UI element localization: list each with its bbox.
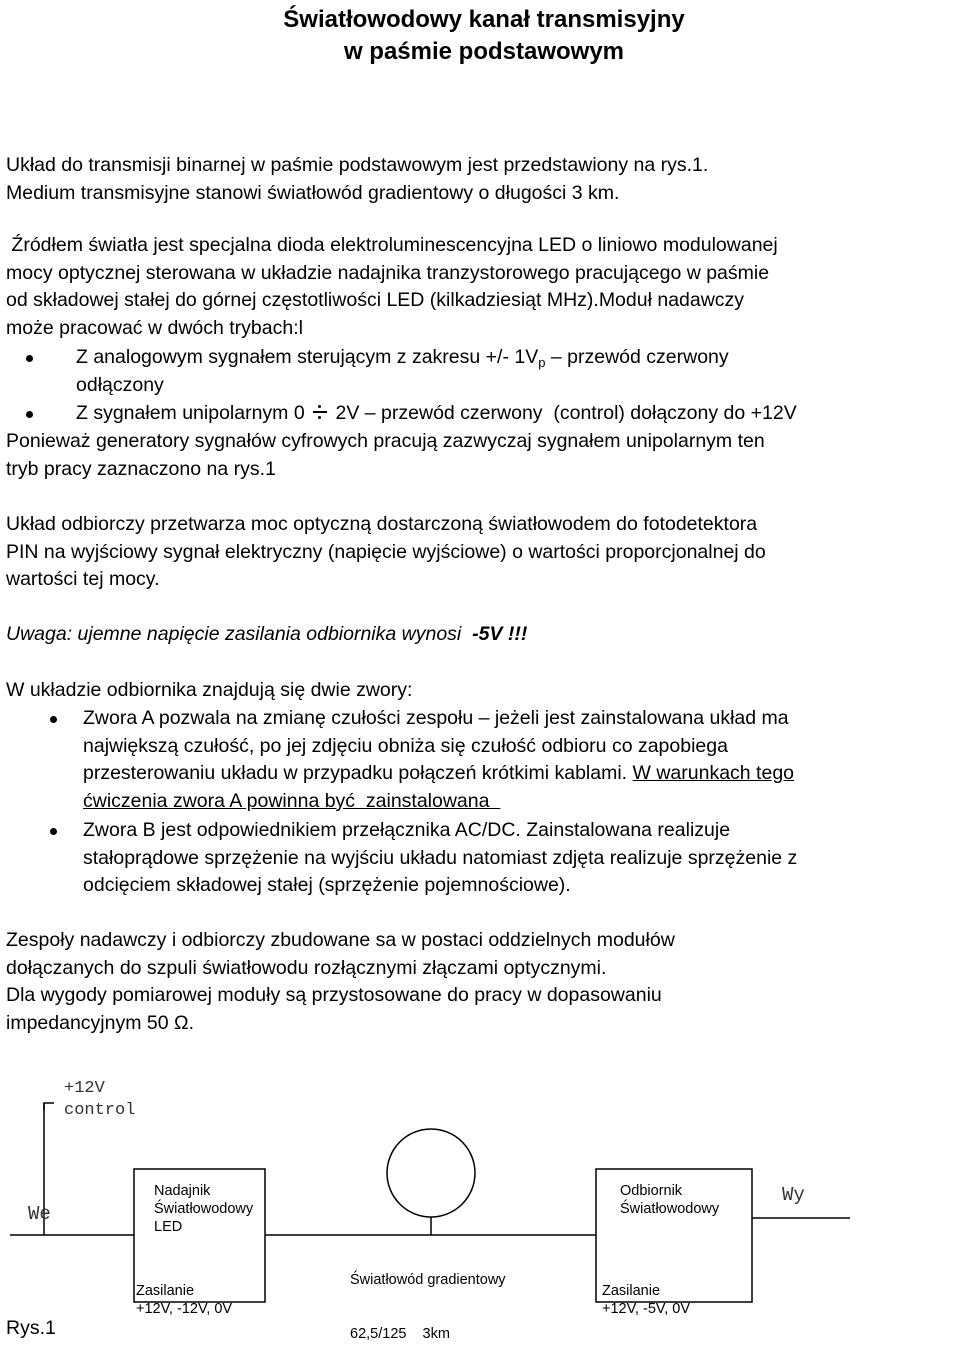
modules-line: Zespoły nadawczy i odbiorczy zbudowane sa w postaci oddzielnych modułów: [6, 929, 675, 951]
input-label: We: [28, 1203, 51, 1225]
jumper-a-underlined: ćwiczenia zwora A powinna być zainstalowana: [83, 789, 501, 812]
because-line: tryb pracy zaznaczono na rys.1: [6, 457, 276, 480]
division-sign-icon: [310, 403, 330, 421]
transmitter-power-label: [136, 1282, 232, 1318]
control-label-line: control: [64, 1101, 136, 1120]
jumper-a-line: Zwora A pozwala na zmianę czułości zespołu – jeżeli jest zainstalowana układ ma: [83, 707, 789, 729]
control-wire: [44, 1103, 54, 1111]
title-line-2: w paśmie podstawowym: [343, 38, 625, 65]
mode-analog-text: Z analogowym sygnałem sterującym z zakresu +/- 1V: [76, 346, 539, 368]
modules-line: Dla wygody pomiarowej moduły są przystosowane do pracy w dopasowaniu: [6, 984, 662, 1006]
source-line: Źródłem światła jest specjalna dioda elektroluminescencyjna LED o liniowo modulowanej: [6, 234, 778, 256]
transmitter-label: [154, 1182, 253, 1236]
warning-text: Uwaga: ujemne napięcie zasilania odbiornika wynosi: [6, 623, 473, 645]
receiver-label-line: Odbiornik: [620, 1183, 683, 1199]
output-label: Wy: [782, 1184, 805, 1206]
bullet-icon: [26, 355, 33, 362]
receiver-line: wartości tej mocy.: [6, 568, 160, 590]
figure-caption: Rys.1: [6, 1317, 56, 1339]
receiver-paragraph: [6, 511, 956, 594]
mode-analog-text-end: – przewód czerwony: [545, 346, 729, 368]
warning-bold-value: -5V !!!: [472, 623, 528, 645]
modules-line: dołączanych do szpuli światłowodu rozłącznymi złączami optycznymi.: [6, 956, 607, 979]
jumper-a-line: największą czułość, po jej zdjęciu obniża się czułość odbioru co zapobiega: [83, 734, 728, 757]
power-label-line: +12V, -12V, 0V: [136, 1301, 233, 1317]
jumper-b-line: odcięciem składowej stałej (sprzężenie pojemnościowe).: [83, 874, 571, 896]
because-paragraph: [6, 428, 956, 483]
transmitter-label-line: Nadajnik: [154, 1183, 211, 1199]
receiver-line: Układ odbiorczy przetwarza moc optyczną dostarczoną światłowodem do fotodetektora: [6, 513, 758, 535]
mode-digital-text: Z sygnałem unipolarnym 0: [76, 402, 311, 424]
page-title: [0, 4, 960, 68]
transmitter-label-line: LED: [154, 1219, 183, 1235]
transmitter-label-line: Światłowodowy: [154, 1201, 254, 1217]
modules-paragraph: [6, 927, 956, 1037]
jumper-a-underlined: W warunkach tego: [632, 762, 795, 784]
because-line: Ponieważ generatory sygnałów cyfrowych pracują zazwyczaj sygnałem unipolarnym ten: [6, 430, 765, 452]
source-line: może pracować w dwóch trybach:l: [6, 316, 303, 339]
warning-note: [6, 621, 956, 649]
jumper-a-line: przesterowaniu układu w przypadku połączeń krótkimi kablami.: [83, 762, 633, 784]
jumper-a-item: [83, 705, 958, 815]
source-line: mocy optycznej sterowana w układzie nadajnika tranzystorowego pracującego w paśmie: [6, 261, 770, 284]
mode-digital-item: [76, 400, 956, 428]
control-label-line: +12V: [64, 1079, 105, 1098]
intro-line: Układ do transmisji binarnej w paśmie podstawowym jest przedstawiony na rys.1.: [6, 154, 709, 176]
receiver-power-label: [602, 1282, 690, 1318]
source-line: od składowej stałej do górnej częstotliwości LED (kilkadziesiąt MHz).Moduł nadawczy: [6, 289, 745, 311]
bullet-icon: [50, 716, 57, 723]
mode-digital-text-end: 2V – przewód czerwony (control) dołączony do +12V: [330, 402, 797, 424]
subscript: p: [538, 355, 546, 370]
fiber-label-line: 62,5/125 3km: [350, 1326, 450, 1342]
source-paragraph: [6, 232, 956, 342]
receiver-line: PIN na wyjściowy sygnał elektryczny (napięcie wyjściowe) o wartości proporcjonalnej do: [6, 540, 766, 563]
modules-line: impedancyjnym 50 Ω.: [6, 1011, 194, 1034]
receiver-label: [620, 1182, 719, 1218]
jumper-b-item: [83, 817, 958, 900]
fiber-label-line: Światłowód gradientowy: [350, 1272, 506, 1288]
power-label-line: +12V, -5V, 0V: [602, 1301, 691, 1317]
bullet-icon: [26, 411, 33, 418]
intro-line: Medium transmisyjne stanowi światłowód gradientowy o długości 3 km.: [6, 181, 620, 204]
fiber-spool-icon: [387, 1129, 475, 1217]
receiver-label-line: Światłowodowy: [620, 1201, 720, 1217]
fiber-label: [350, 1235, 506, 1361]
mode-analog-item: [76, 344, 956, 399]
jumper-b-line: Zwora B jest odpowiednikiem przełącznika AC/DC. Zainstalowana realizuje: [83, 819, 731, 841]
intro-paragraph: [6, 152, 956, 207]
mode-analog-line2: odłączony: [76, 373, 164, 396]
jumper-b-line: stałoprądowe sprzężenie na wyjściu układu natomiast zdjęta realizuje sprzężenie z: [83, 846, 798, 869]
title-line-1: Światłowodowy kanał transmisyjny: [283, 6, 685, 33]
control-label: [64, 1078, 135, 1122]
jumpers-heading: W układzie odbiornika znajdują się dwie zwory:: [6, 679, 413, 701]
bullet-icon: [50, 828, 57, 835]
power-label-line: Zasilanie: [602, 1283, 661, 1299]
power-label-line: Zasilanie: [136, 1283, 195, 1299]
